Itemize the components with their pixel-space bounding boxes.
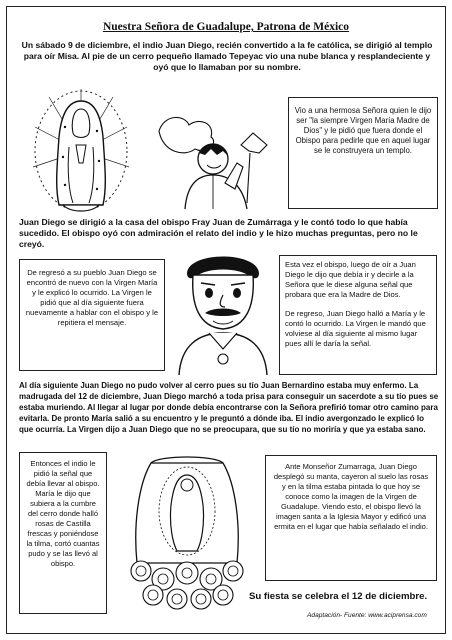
sign-request-box <box>279 255 437 375</box>
bishop-paragraph: Juan Diego se dirigió a la casa del obispo Fray Juan de Zumárraga y le contó todo lo que había sucedido. El obispo oyó con admiración el relato del indio y le hizo muchas preguntas, pero no le creyó. <box>19 217 418 249</box>
coloring-page <box>6 6 446 634</box>
intro-paragraph: Un sábado 9 de diciembre, el indio Juan Diego, recién convertido a la fe católica, se dirigió al templo para oír Misa. Al pie de un cerro pequeño llamado Tepeyac vio una nube blanca y resplandeciente y oyó que lo llamaban por su nombre. <box>21 40 433 72</box>
sign-request-text: Esta vez el obispo, luego de oír a Juan Diego le dijo que debía ir y decirle a la Señora que le diese alguna señal que probara que era la Madre de Dios. <box>285 260 416 299</box>
feast-day-text: Su fiesta se celebra el 12 de diciembre. <box>249 591 428 602</box>
apparition-box: Vio a una hermosa Señora quien le dijo ser "la siempre Virgen María Madre de Dios" y le pidió que fuera donde el Obispo para pedirle que en aquel lugar se le construyera un templo. <box>288 97 438 209</box>
tilma-roses-icon <box>111 453 263 611</box>
juan-diego-portrait-icon <box>169 245 277 375</box>
page-title: Nuestra Señora de Guadalupe, Patrona de México <box>102 21 350 33</box>
second-encounter-box: De regresó a su pueblo Juan Diego se encontró de nuevo con la Virgen María y le explicó lo ocurrido. La Virgen le pidió que al día siguiente fuera nuevamente a hablar con el obispo y le repitiera el mensaje. <box>19 259 165 371</box>
juan-diego-praying-icon <box>155 93 275 209</box>
source-credit: Adaptación- Fuente: www.aciprensa.com <box>307 612 427 619</box>
uncle-paragraph: Al día siguiente Juan Diego no pudo volver al cerro pues su tío Juan Bernardino estaba muy enfermo. La madrugada del 12 de diciembre, Juan Diego marchó a toda prisa para conseguir un sacerdote a su tío pues se estaba muriendo. Al llegar al lugar por donde debía encontrarse con la Señora prefirió tomar otro camino para evitarla. De pronto María salió a su encuentro y le preguntó a dónde iba. El indio avergonzado le explicó lo que ocurría. La Virgen dijo a Juan Diego que no se preocupara, que su tío no moriría y que ya estaba sano. <box>19 381 439 434</box>
return-text: De regreso, Juan Diego halló a María y le contó lo ocurrido. La Virgen le mandó que volviese al día siguiente al mismo lugar pues allí le daría la señal. <box>285 309 426 348</box>
tilma-box: Ante Monseñor Zumarraga, Juan Diego desplegó su manta, cayeron al suelo las rosas y en la tilma estaba pintada lo que hoy se conoce como la imagen de la Virgen de Guadalupe. Viendo esto, el obispo llevó la imagen santa a la Iglesia Mayor y edificó una ermita en el lugar que había señalado el indio. <box>265 455 437 581</box>
roses-box: Entonces el indio le pidió la señal que debía llevar al obispo. María le dijo que subiera a la cumbre del cerro donde halló rosas de Castilla frescas y poniéndose la tilma, cortó cuantas pudo y se las llevó al obispo. <box>19 452 107 614</box>
virgin-icon <box>29 87 134 215</box>
